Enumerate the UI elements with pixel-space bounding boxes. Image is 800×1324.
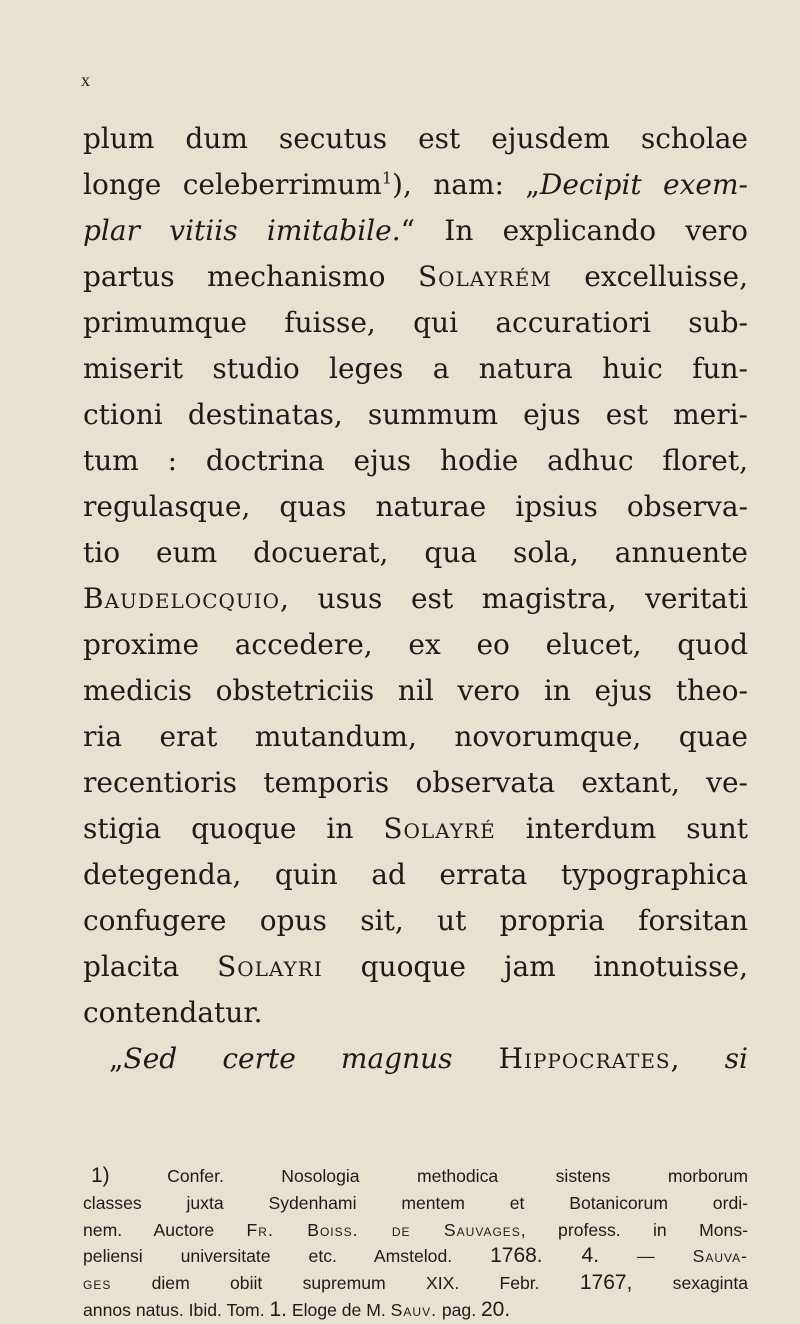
text-line bbox=[83, 300, 748, 346]
main-text bbox=[83, 116, 748, 1082]
text-line bbox=[83, 392, 748, 438]
text-span: ), nam: „ bbox=[392, 168, 540, 201]
person-name: ges bbox=[83, 1273, 112, 1294]
person-name: Fr. Boiss. de Sauvages bbox=[246, 1219, 521, 1240]
text-span: „ bbox=[109, 1042, 124, 1075]
text-span: excelluisse, bbox=[551, 260, 748, 293]
text-span: stigia quoque in bbox=[83, 812, 384, 845]
person-name: Hippocrates bbox=[452, 1042, 671, 1075]
text-line bbox=[83, 668, 748, 714]
text-span: Confer. Nosologia methodica sistens morborum bbox=[109, 1166, 748, 1186]
text-span: miserit studio leges a natura huic fun- bbox=[83, 352, 748, 385]
text-span: nem. Auctore bbox=[83, 1219, 247, 1240]
text-line bbox=[83, 346, 748, 392]
text-span: regulasque, quas naturae ipsius observa- bbox=[83, 490, 748, 523]
text-line bbox=[83, 530, 748, 576]
footnote-marker: 1) bbox=[91, 1164, 110, 1187]
volume-number: 1. bbox=[269, 1297, 287, 1321]
page-reference: 20. bbox=[481, 1297, 511, 1321]
text-line bbox=[83, 438, 748, 484]
text-line bbox=[83, 484, 748, 530]
text-span: ria erat mutandum, novorumque, quae bbox=[83, 720, 748, 753]
text-line bbox=[83, 898, 748, 944]
text-span: , profess. in Mons- bbox=[520, 1219, 748, 1240]
text-span: recentioris temporis observata extant, ve- bbox=[83, 766, 748, 799]
text-span: Eloge de M. bbox=[287, 1299, 391, 1320]
text-line bbox=[83, 760, 748, 806]
text-span: partus mechanismo bbox=[83, 260, 418, 293]
text-line bbox=[83, 254, 748, 300]
footnote-line bbox=[83, 1270, 748, 1297]
text-span: longe celeberrimum bbox=[83, 168, 382, 201]
footnote-line bbox=[83, 1243, 748, 1270]
text-line bbox=[83, 576, 748, 622]
text-span: plum dum secutus est ejusdem scholae bbox=[83, 122, 748, 155]
text-line bbox=[83, 162, 748, 208]
person-name: Sauv. bbox=[390, 1299, 437, 1320]
text-line bbox=[83, 852, 748, 898]
text-line bbox=[83, 1036, 748, 1082]
text-span: diem obiit supremum XIX. Febr. bbox=[111, 1273, 580, 1294]
footnote-line bbox=[83, 1297, 748, 1324]
quoted-text: plar vitiis imitabile. bbox=[83, 214, 401, 247]
text-line bbox=[83, 208, 748, 254]
text-line bbox=[83, 116, 748, 162]
text-line bbox=[83, 622, 748, 668]
text-span: pag. bbox=[436, 1299, 481, 1320]
footnote-line bbox=[83, 1217, 748, 1244]
person-name: Sauva- bbox=[692, 1246, 748, 1267]
year-number: 1767, bbox=[579, 1271, 633, 1295]
text-span: “ In explicando vero bbox=[400, 214, 749, 247]
text-span: classes juxta Sydenhami mentem et Botanicorum ordi- bbox=[83, 1192, 748, 1213]
text-span: primumque fuisse, qui accuratiori sub- bbox=[83, 306, 748, 339]
text-span: — bbox=[599, 1246, 693, 1267]
footnote-reference[interactable]: 1 bbox=[381, 168, 393, 188]
text-span: , usus est magistra, veritati bbox=[280, 582, 748, 615]
footnote-line bbox=[83, 1163, 748, 1190]
text-line bbox=[83, 714, 748, 760]
person-name: Baudelocquio bbox=[83, 582, 281, 615]
person-name: Solayri bbox=[217, 950, 323, 983]
quoted-text: si bbox=[724, 1042, 748, 1075]
text-span: tio eum docuerat, qua sola, annuente bbox=[83, 536, 748, 569]
text-line bbox=[83, 806, 748, 852]
text-span: confugere opus sit, ut propria forsitan bbox=[83, 904, 748, 937]
text-span: ctioni destinatas, summum ejus est meri- bbox=[83, 398, 748, 431]
text-span: , bbox=[670, 1042, 725, 1075]
text-span: sexaginta bbox=[632, 1273, 748, 1294]
page-number: x bbox=[81, 70, 90, 90]
text-span: peliensi universitate etc. Amstelod. bbox=[83, 1246, 491, 1267]
text-span: proxime accedere, ex eo elucet, quod bbox=[83, 628, 748, 661]
text-span: quoque jam innotuisse, bbox=[322, 950, 749, 983]
text-line bbox=[83, 990, 748, 1036]
text-span: annos natus. Ibid. Tom. bbox=[83, 1299, 270, 1320]
person-name: Solayré bbox=[383, 812, 496, 845]
quoted-text: Decipit exem- bbox=[539, 168, 748, 201]
text-span: placita bbox=[83, 950, 218, 983]
quoted-text: Sed certe magnus bbox=[123, 1042, 453, 1075]
text-span: contendatur. bbox=[83, 996, 263, 1029]
footnote bbox=[83, 1163, 748, 1324]
text-span: medicis obstetriciis nil vero in ejus theo- bbox=[83, 674, 748, 707]
text-span: interdum sunt bbox=[495, 812, 748, 845]
text-span: tum : doctrina ejus hodie adhuc floret, bbox=[83, 444, 748, 477]
person-name: Solayrém bbox=[417, 260, 552, 293]
footnote-line bbox=[83, 1190, 748, 1217]
year-number: 1768. 4. bbox=[490, 1244, 600, 1268]
text-line bbox=[83, 944, 748, 990]
text-span: detegenda, quin ad errata typographica bbox=[83, 858, 748, 891]
